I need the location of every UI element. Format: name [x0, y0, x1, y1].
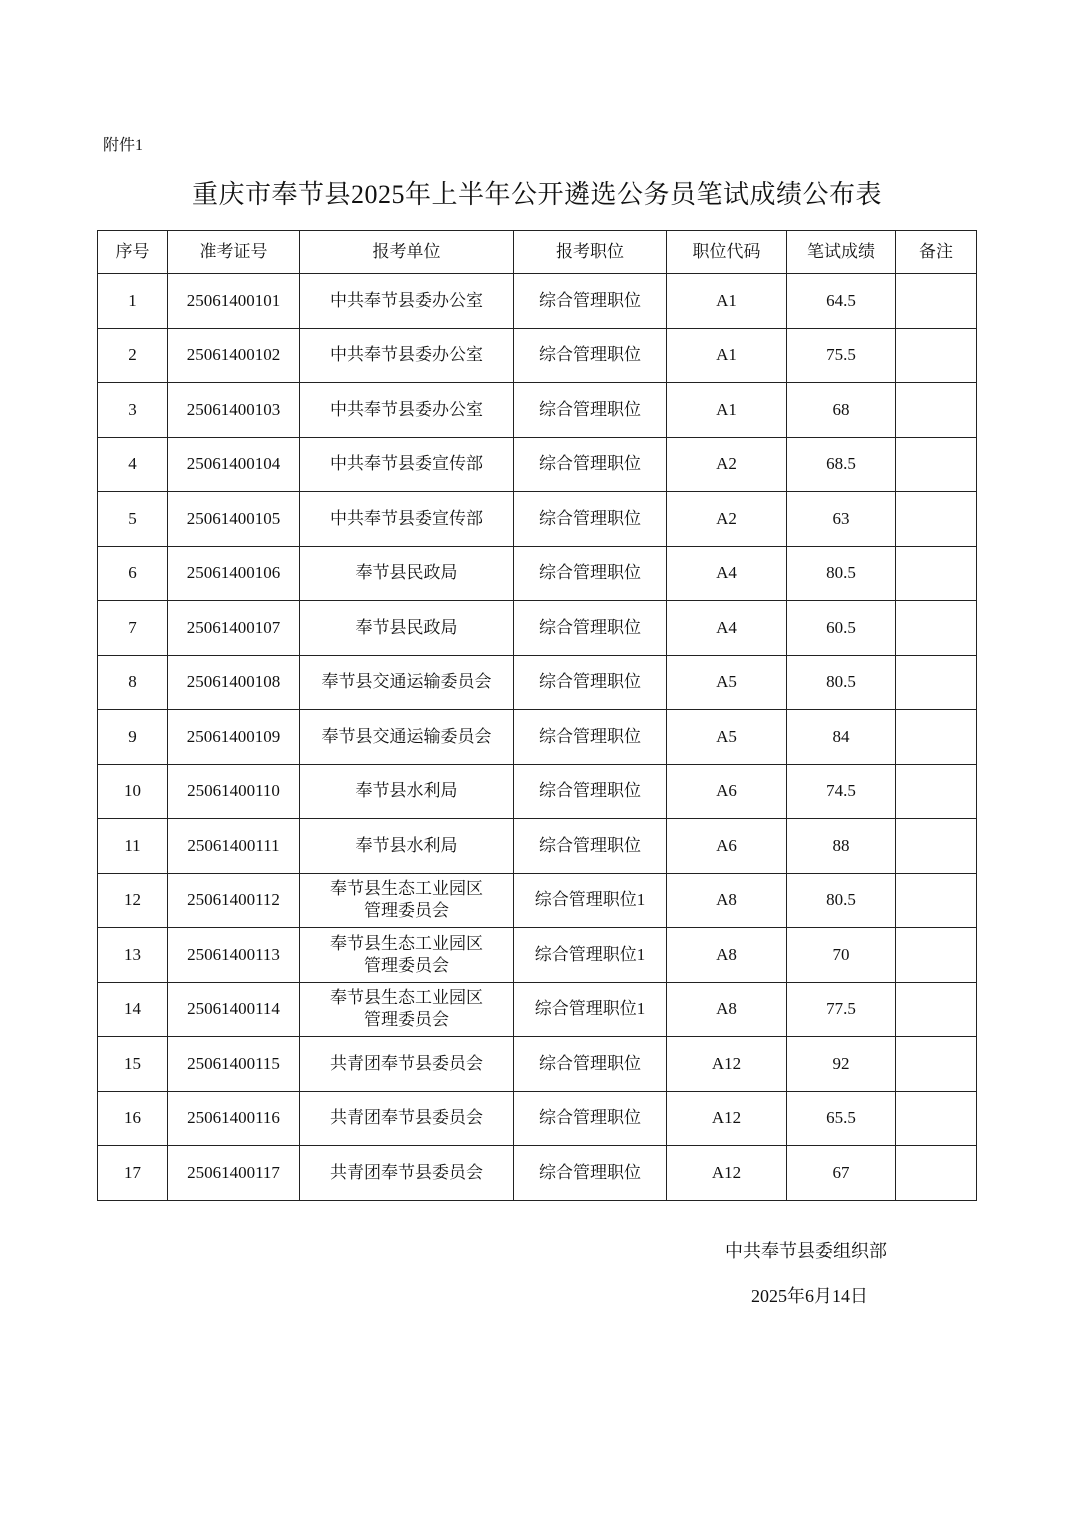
- cell-unit: 奉节县交通运输委员会: [300, 655, 514, 710]
- attachment-label: 附件1: [103, 137, 144, 154]
- issue-date: 2025年6月14日: [751, 1286, 868, 1306]
- cell-score: 80.5: [787, 873, 896, 928]
- cell-remarks: [896, 328, 977, 383]
- cell-ticket-number: 25061400110: [168, 764, 300, 819]
- table-row: [98, 1146, 977, 1201]
- cell-seq: 6: [98, 546, 168, 601]
- cell-score: 80.5: [787, 655, 896, 710]
- cell-position-code: A12: [667, 1091, 787, 1146]
- cell-ticket-number: 25061400106: [168, 546, 300, 601]
- table-row: [98, 383, 977, 438]
- header-position-code: 职位代码: [667, 231, 787, 274]
- cell-ticket-number: 25061400108: [168, 655, 300, 710]
- cell-ticket-number: 25061400102: [168, 328, 300, 383]
- cell-score: 68: [787, 383, 896, 438]
- cell-position-code: A8: [667, 873, 787, 928]
- cell-position: 综合管理职位: [514, 601, 667, 656]
- cell-unit: 奉节县水利局: [300, 819, 514, 874]
- table-row: [98, 764, 977, 819]
- cell-score: 63: [787, 492, 896, 547]
- cell-score: 84: [787, 710, 896, 765]
- cell-remarks: [896, 1146, 977, 1201]
- cell-ticket-number: 25061400103: [168, 383, 300, 438]
- cell-ticket-number: 25061400111: [168, 819, 300, 874]
- table-row: [98, 655, 977, 710]
- cell-unit: 共青团奉节县委员会: [300, 1037, 514, 1092]
- cell-seq: 10: [98, 764, 168, 819]
- cell-unit: 中共奉节县委宣传部: [300, 492, 514, 547]
- cell-score: 80.5: [787, 546, 896, 601]
- cell-ticket-number: 25061400117: [168, 1146, 300, 1201]
- table-row: [98, 982, 977, 1037]
- cell-position-code: A5: [667, 655, 787, 710]
- cell-position: 综合管理职位: [514, 1037, 667, 1092]
- cell-remarks: [896, 819, 977, 874]
- table-row: [98, 819, 977, 874]
- cell-position-code: A8: [667, 928, 787, 983]
- cell-seq: 11: [98, 819, 168, 874]
- cell-score: 67: [787, 1146, 896, 1201]
- cell-ticket-number: 25061400114: [168, 982, 300, 1037]
- cell-seq: 16: [98, 1091, 168, 1146]
- cell-score: 77.5: [787, 982, 896, 1037]
- cell-position-code: A1: [667, 274, 787, 329]
- cell-seq: 9: [98, 710, 168, 765]
- cell-seq: 4: [98, 437, 168, 492]
- cell-ticket-number: 25061400104: [168, 437, 300, 492]
- table-row: [98, 1091, 977, 1146]
- table-row: [98, 328, 977, 383]
- cell-position-code: A1: [667, 328, 787, 383]
- cell-position-code: A4: [667, 601, 787, 656]
- header-score: 笔试成绩: [787, 231, 896, 274]
- cell-remarks: [896, 1091, 977, 1146]
- cell-score: 74.5: [787, 764, 896, 819]
- cell-remarks: [896, 601, 977, 656]
- cell-ticket-number: 25061400116: [168, 1091, 300, 1146]
- cell-unit: 共青团奉节县委员会: [300, 1146, 514, 1201]
- cell-seq: 13: [98, 928, 168, 983]
- issuing-organization: 中共奉节县委组织部: [725, 1241, 887, 1261]
- cell-remarks: [896, 710, 977, 765]
- table-row: [98, 492, 977, 547]
- cell-ticket-number: 25061400112: [168, 873, 300, 928]
- cell-position-code: A12: [667, 1037, 787, 1092]
- table-row: [98, 546, 977, 601]
- table-row: [98, 873, 977, 928]
- cell-ticket-number: 25061400115: [168, 1037, 300, 1092]
- cell-position: 综合管理职位: [514, 1146, 667, 1201]
- cell-seq: 15: [98, 1037, 168, 1092]
- cell-remarks: [896, 274, 977, 329]
- cell-remarks: [896, 764, 977, 819]
- cell-position: 综合管理职位: [514, 328, 667, 383]
- cell-score: 64.5: [787, 274, 896, 329]
- cell-position-code: A2: [667, 492, 787, 547]
- cell-unit: 中共奉节县委办公室: [300, 383, 514, 438]
- cell-seq: 2: [98, 328, 168, 383]
- cell-remarks: [896, 492, 977, 547]
- page-title: 重庆市奉节县2025年上半年公开遴选公务员笔试成绩公布表: [191, 180, 882, 209]
- cell-position: 综合管理职位: [514, 655, 667, 710]
- cell-remarks: [896, 546, 977, 601]
- cell-seq: 14: [98, 982, 168, 1037]
- header-ticket-number: 准考证号: [168, 231, 300, 274]
- cell-position-code: A1: [667, 383, 787, 438]
- cell-position-code: A5: [667, 710, 787, 765]
- cell-seq: 8: [98, 655, 168, 710]
- table-row: [98, 710, 977, 765]
- cell-remarks: [896, 873, 977, 928]
- header-seq: 序号: [98, 231, 168, 274]
- header-remarks: 备注: [896, 231, 977, 274]
- cell-score: 88: [787, 819, 896, 874]
- cell-score: 68.5: [787, 437, 896, 492]
- cell-position-code: A4: [667, 546, 787, 601]
- cell-position: 综合管理职位: [514, 274, 667, 329]
- cell-position: 综合管理职位: [514, 492, 667, 547]
- cell-score: 60.5: [787, 601, 896, 656]
- table-header-row: [98, 231, 977, 274]
- cell-unit: 中共奉节县委办公室: [300, 328, 514, 383]
- cell-unit: 奉节县生态工业园区管理委员会: [300, 928, 514, 983]
- cell-seq: 17: [98, 1146, 168, 1201]
- cell-remarks: [896, 383, 977, 438]
- cell-position: 综合管理职位: [514, 383, 667, 438]
- cell-score: 70: [787, 928, 896, 983]
- cell-unit: 奉节县生态工业园区管理委员会: [300, 873, 514, 928]
- cell-seq: 1: [98, 274, 168, 329]
- table-row: [98, 437, 977, 492]
- cell-remarks: [896, 1037, 977, 1092]
- header-unit: 报考单位: [300, 231, 514, 274]
- cell-position: 综合管理职位: [514, 764, 667, 819]
- cell-unit: 奉节县水利局: [300, 764, 514, 819]
- table-row: [98, 601, 977, 656]
- cell-unit: 中共奉节县委宣传部: [300, 437, 514, 492]
- table-row: [98, 274, 977, 329]
- cell-seq: 12: [98, 873, 168, 928]
- cell-position-code: A2: [667, 437, 787, 492]
- cell-position: 综合管理职位: [514, 819, 667, 874]
- cell-unit: 中共奉节县委办公室: [300, 274, 514, 329]
- cell-unit: 奉节县民政局: [300, 546, 514, 601]
- cell-unit: 奉节县生态工业园区管理委员会: [300, 982, 514, 1037]
- cell-unit: 共青团奉节县委员会: [300, 1091, 514, 1146]
- cell-ticket-number: 25061400109: [168, 710, 300, 765]
- cell-position: 综合管理职位: [514, 1091, 667, 1146]
- cell-position-code: A6: [667, 819, 787, 874]
- cell-position: 综合管理职位1: [514, 982, 667, 1037]
- cell-position: 综合管理职位1: [514, 928, 667, 983]
- cell-ticket-number: 25061400113: [168, 928, 300, 983]
- cell-remarks: [896, 982, 977, 1037]
- scores-table: [97, 230, 977, 1201]
- cell-position-code: A6: [667, 764, 787, 819]
- cell-score: 92: [787, 1037, 896, 1092]
- cell-unit: 奉节县民政局: [300, 601, 514, 656]
- cell-position: 综合管理职位: [514, 710, 667, 765]
- table-body: [98, 274, 977, 1201]
- cell-position: 综合管理职位: [514, 437, 667, 492]
- cell-unit: 奉节县交通运输委员会: [300, 710, 514, 765]
- cell-ticket-number: 25061400101: [168, 274, 300, 329]
- cell-seq: 5: [98, 492, 168, 547]
- cell-score: 75.5: [787, 328, 896, 383]
- table-row: [98, 1037, 977, 1092]
- cell-remarks: [896, 928, 977, 983]
- header-position: 报考职位: [514, 231, 667, 274]
- cell-seq: 7: [98, 601, 168, 656]
- cell-position-code: A8: [667, 982, 787, 1037]
- cell-seq: 3: [98, 383, 168, 438]
- cell-remarks: [896, 437, 977, 492]
- cell-remarks: [896, 655, 977, 710]
- cell-ticket-number: 25061400105: [168, 492, 300, 547]
- cell-position-code: A12: [667, 1146, 787, 1201]
- cell-ticket-number: 25061400107: [168, 601, 300, 656]
- cell-score: 65.5: [787, 1091, 896, 1146]
- cell-position: 综合管理职位: [514, 546, 667, 601]
- cell-position: 综合管理职位1: [514, 873, 667, 928]
- table-row: [98, 928, 977, 983]
